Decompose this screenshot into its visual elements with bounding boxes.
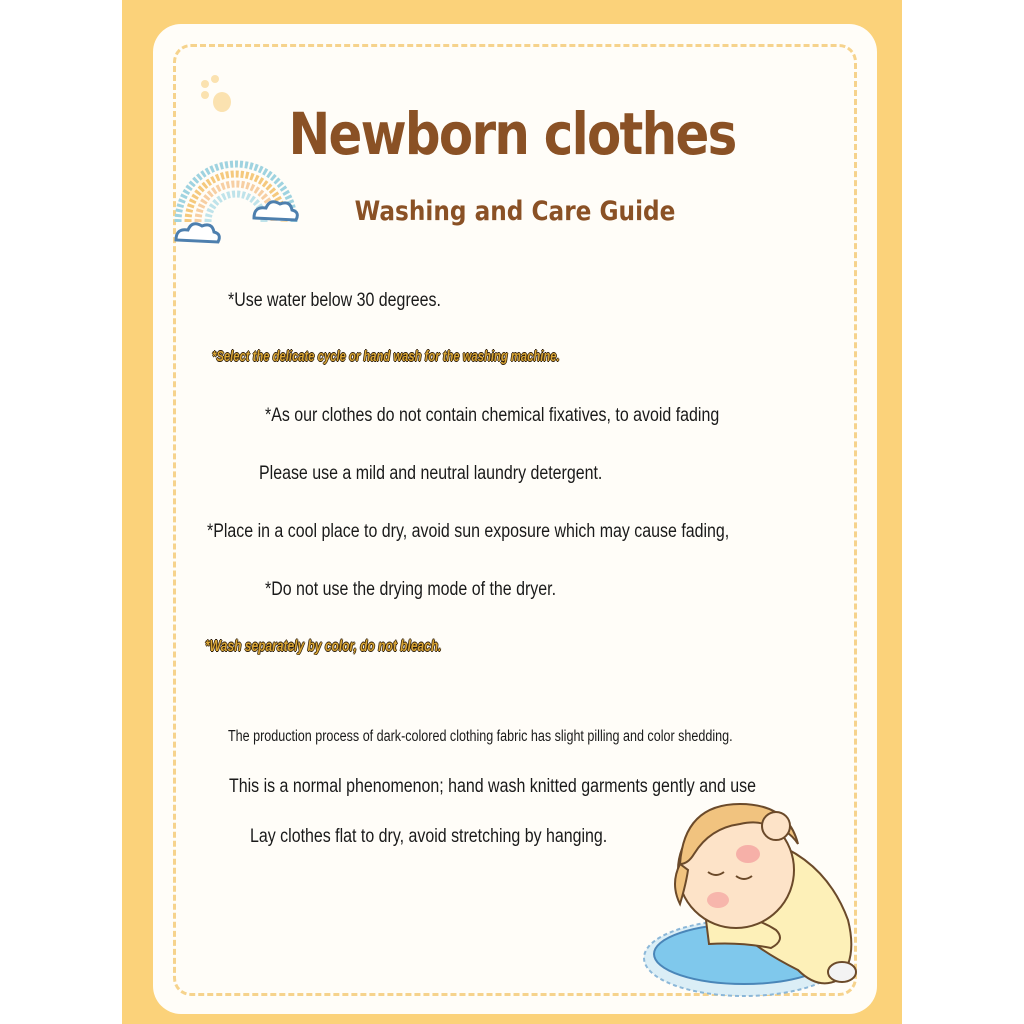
page-title: Newborn clothes bbox=[288, 100, 736, 168]
care-line-wash-separately: *Wash separately by color, do not bleach. bbox=[205, 638, 442, 655]
care-line-cool-place: *Place in a cool place to dry, avoid sun exposure which may cause fading, bbox=[207, 521, 730, 542]
care-line-no-fixatives: *As our clothes do not contain chemical fixatives, to avoid fading bbox=[265, 405, 720, 426]
care-line-delicate-cycle: *Select the delicate cycle or hand wash for the washing machine. bbox=[212, 348, 560, 365]
care-line-normal-phenomenon: This is a normal phenomenon; hand wash knitted garments gently and use bbox=[229, 776, 756, 797]
care-line-lay-flat: Lay clothes flat to dry, avoid stretching by hanging. bbox=[250, 826, 608, 847]
care-line-water-temp: *Use water below 30 degrees. bbox=[228, 290, 441, 311]
care-line-mild-detergent: Please use a mild and neutral laundry detergent. bbox=[259, 463, 603, 484]
sleeping-baby-illustration bbox=[636, 780, 870, 1014]
care-line-pilling-note: The production process of dark-colored clothing fabric has slight pilling and color shedding. bbox=[228, 728, 733, 745]
page-subtitle: Washing and Care Guide bbox=[354, 196, 676, 227]
care-line-no-dryer: *Do not use the drying mode of the dryer. bbox=[265, 579, 557, 600]
